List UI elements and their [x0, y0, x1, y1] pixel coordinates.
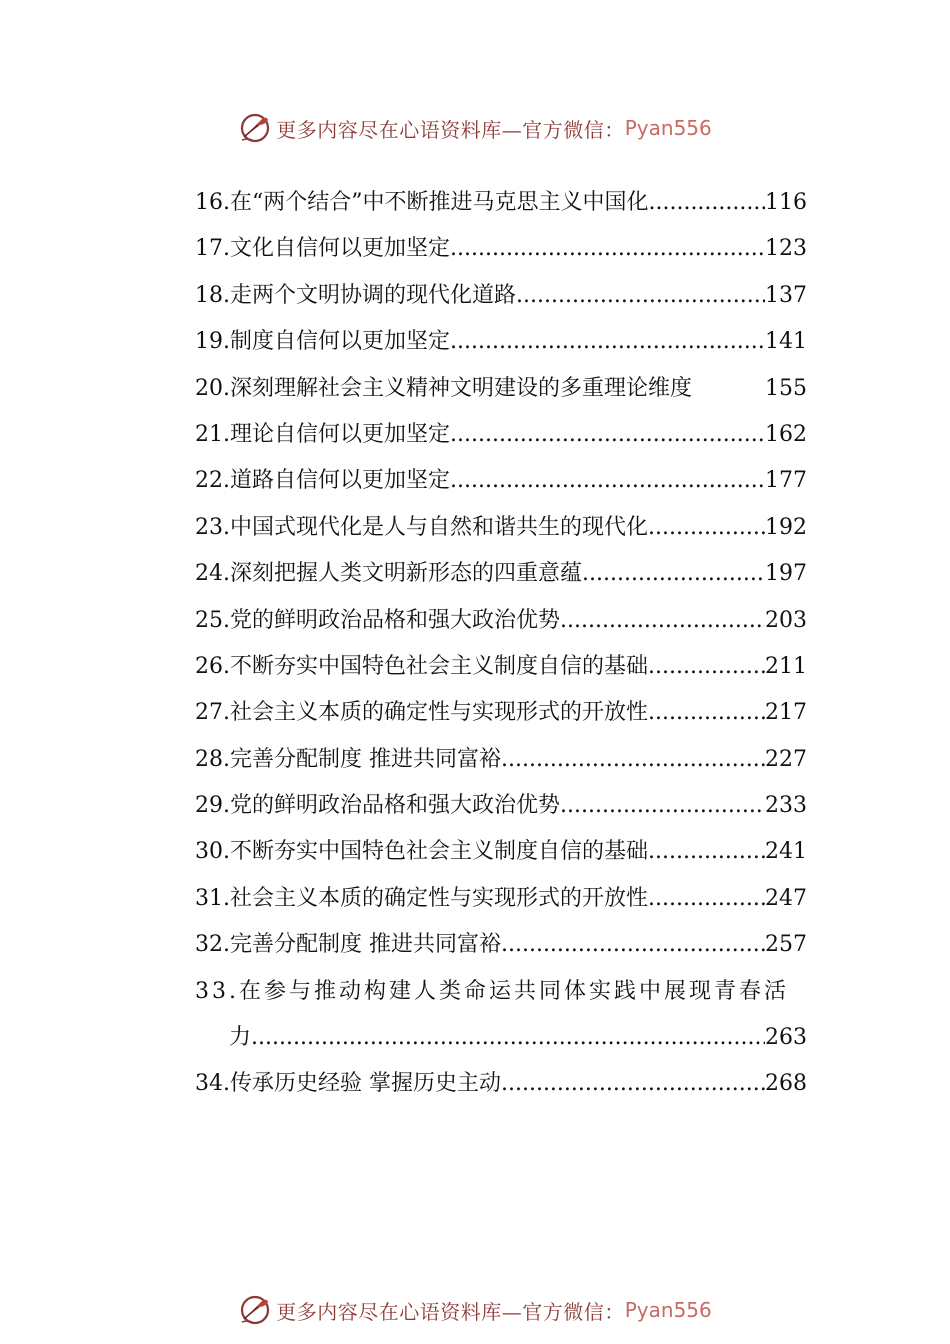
toc-leader: [560, 783, 765, 829]
toc-page: 197: [765, 561, 807, 587]
toc-title: 25.党的鲜明政治品格和强大政治优势: [195, 607, 560, 633]
toc-page: 263: [765, 1025, 807, 1051]
toc-entry[interactable]: [195, 1061, 807, 1107]
toc-entry[interactable]: [195, 366, 807, 412]
toc-leader: [450, 319, 765, 365]
toc-page: 177: [765, 468, 807, 494]
toc-entry[interactable]: [195, 644, 807, 690]
toc-entry[interactable]: [195, 598, 807, 644]
toc-leader: [648, 690, 765, 736]
toc-leader: [582, 551, 765, 597]
toc-title: 26.不断夯实中国特色社会主义制度自信的基础: [195, 653, 648, 679]
toc-entry[interactable]: [195, 319, 807, 365]
toc-title: 31.社会主义本质的确定性与实现形式的开放性: [195, 885, 648, 911]
toc-title: 20.深刻理解社会主义精神文明建设的多重理论维度: [195, 375, 692, 401]
quill-pen-logo-icon: [238, 111, 272, 145]
toc-leader: [450, 458, 765, 504]
toc-page: 257: [765, 932, 807, 958]
toc-entry[interactable]: [195, 412, 807, 458]
toc-title-continuation: 力: [229, 1025, 252, 1051]
toc-leader: [450, 226, 765, 272]
toc-leader: [648, 180, 765, 226]
toc-title: 34.传承历史经验 掌握历史主动: [195, 1071, 501, 1097]
toc-title: 27.社会主义本质的确定性与实现形式的开放性: [195, 700, 648, 726]
toc-entry[interactable]: [195, 690, 807, 736]
toc-title: 19.制度自信何以更加坚定: [195, 329, 450, 355]
toc-entry[interactable]: [195, 969, 807, 1015]
toc-leader: [251, 1015, 765, 1061]
toc-leader: [501, 922, 765, 968]
toc-entry[interactable]: [195, 180, 807, 226]
table-of-contents: [195, 180, 807, 1108]
toc-title: 17.文化自信何以更加坚定: [195, 236, 450, 262]
toc-leader: [692, 366, 765, 412]
toc-page: 155: [765, 375, 807, 401]
toc-page: 233: [765, 793, 807, 819]
toc-title: 16.在“两个结合”中不断推进马克思主义中国化: [195, 190, 649, 215]
toc-entry[interactable]: [195, 458, 807, 504]
toc-title: 30.不断夯实中国特色社会主义制度自信的基础: [195, 839, 648, 865]
toc-title: 33.在参与推动构建人类命运共同体实践中展现青春活: [195, 978, 789, 1004]
toc-page: 211: [765, 653, 807, 679]
toc-leader: [648, 644, 765, 690]
toc-page: 116: [765, 190, 807, 215]
toc-leader: [648, 829, 765, 875]
toc-title: 32.完善分配制度 推进共同富裕: [195, 932, 501, 958]
toc-page: 268: [765, 1071, 807, 1097]
banner-text: 更多内容尽在心语资料库—官方微信：: [276, 117, 625, 142]
toc-leader: [501, 1061, 765, 1107]
toc-entry[interactable]: [195, 922, 807, 968]
toc-leader: [648, 505, 765, 551]
toc-page: 227: [765, 746, 807, 772]
footer-banner: [0, 1290, 950, 1330]
toc-entry[interactable]: [195, 876, 807, 922]
toc-page: 192: [765, 514, 807, 540]
toc-entry[interactable]: [195, 273, 807, 319]
banner-text: 更多内容尽在心语资料库—官方微信：: [276, 1299, 625, 1324]
toc-page: 141: [765, 329, 807, 355]
toc-title: 28.完善分配制度 推进共同富裕: [195, 746, 501, 772]
toc-page: 241: [765, 839, 807, 865]
toc-leader: [560, 598, 765, 644]
toc-title: 21.理论自信何以更加坚定: [195, 421, 450, 447]
toc-page: 247: [765, 885, 807, 911]
toc-title: 24.深刻把握人类文明新形态的四重意蕴: [195, 561, 582, 587]
toc-page: 217: [765, 700, 807, 726]
toc-leader: [516, 273, 765, 319]
toc-entry[interactable]: [195, 829, 807, 875]
toc-entry[interactable]: [195, 551, 807, 597]
toc-title: 22.道路自信何以更加坚定: [195, 468, 450, 494]
banner-wechat-id: Pyan556: [624, 116, 712, 140]
toc-entry[interactable]: [195, 226, 807, 272]
toc-entry[interactable]: [195, 737, 807, 783]
toc-leader: [450, 412, 765, 458]
toc-title: 23.中国式现代化是人与自然和谐共生的现代化: [195, 514, 648, 540]
toc-title: 18.走两个文明协调的现代化道路: [195, 282, 516, 308]
toc-entry[interactable]: [195, 505, 807, 551]
quill-pen-logo-icon: [238, 1293, 272, 1327]
banner-wechat-id: Pyan556: [624, 1298, 712, 1322]
header-banner: [0, 108, 950, 148]
toc-page: 137: [765, 282, 807, 308]
toc-page: 123: [765, 236, 807, 262]
toc-page: 203: [765, 607, 807, 633]
toc-entry[interactable]: [195, 783, 807, 829]
toc-leader: [501, 737, 765, 783]
toc-entry-continuation[interactable]: [195, 1015, 807, 1061]
toc-page: 162: [765, 421, 807, 447]
toc-leader: [648, 876, 765, 922]
toc-title: 29.党的鲜明政治品格和强大政治优势: [195, 793, 560, 819]
